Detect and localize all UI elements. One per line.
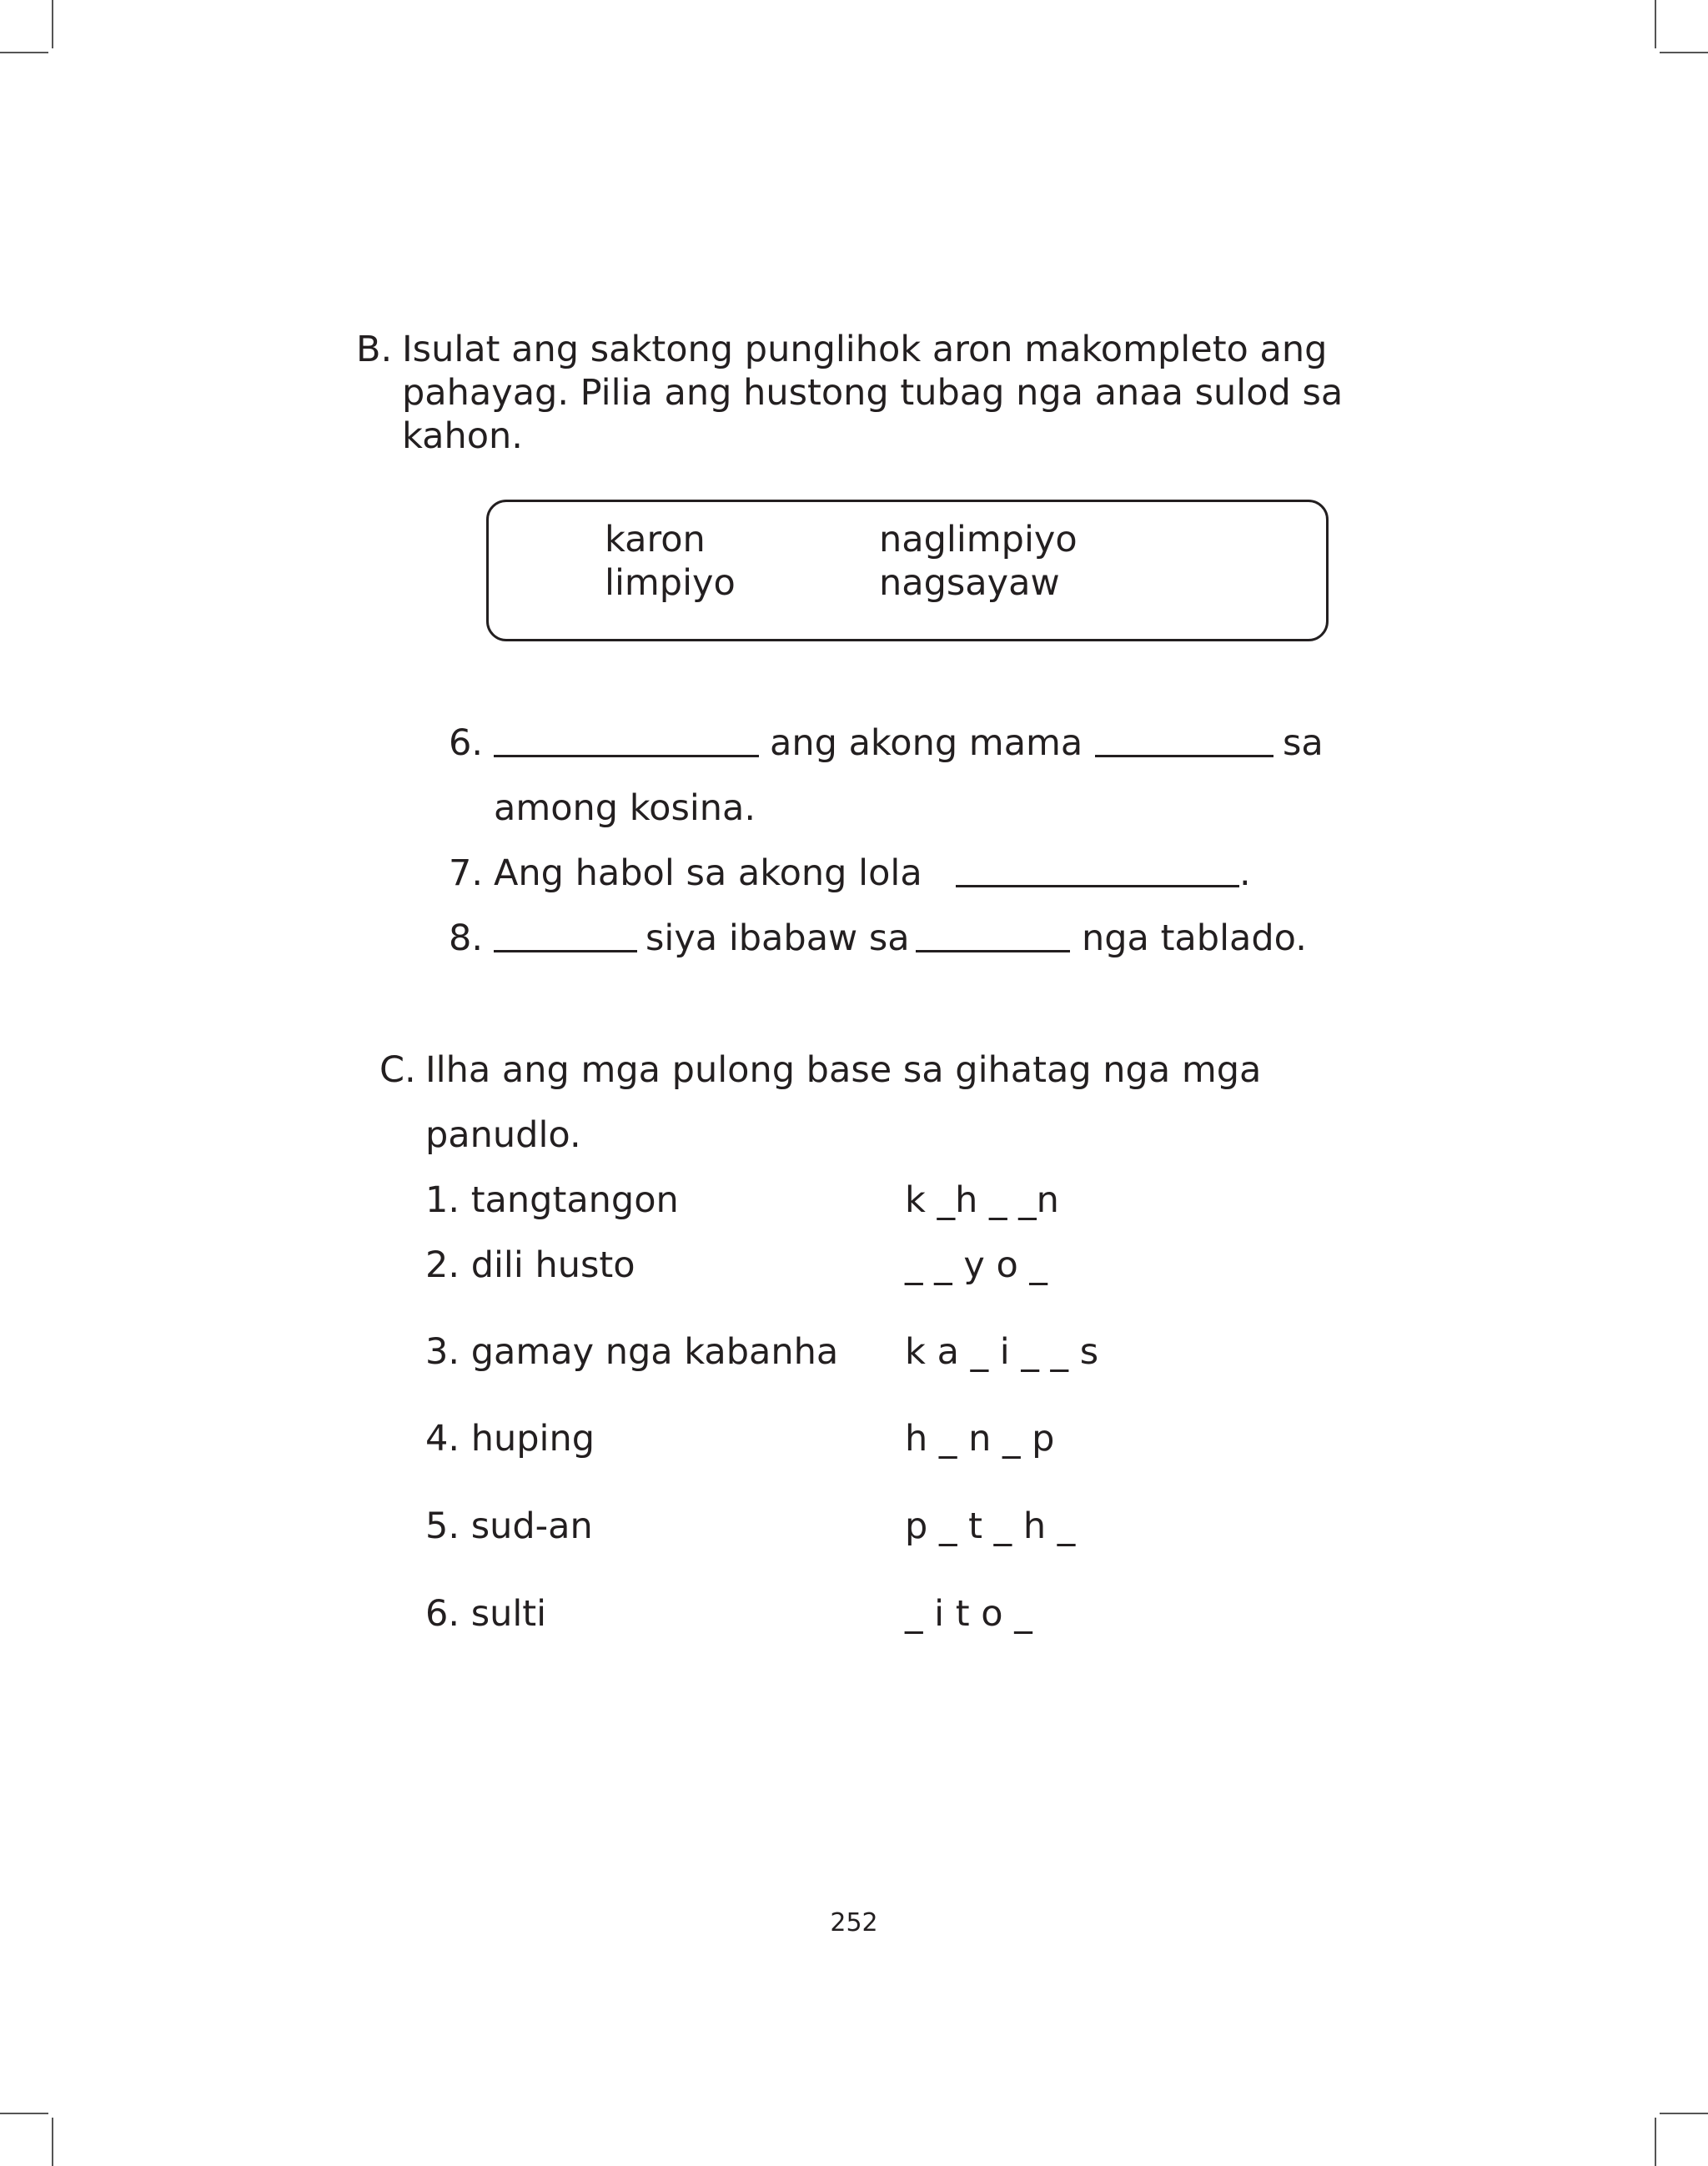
answer-pattern-3: k a _ i _ _ s (905, 1331, 1099, 1373)
section-b-instruction-line1: Isulat ang saktong punglihok aron makompleto ang (402, 329, 1328, 370)
crop-mark-bottom-left-h (0, 2113, 48, 2114)
item-8-blank-1[interactable] (494, 950, 637, 952)
item-7-number: 7. (449, 852, 484, 894)
item-6-blank-2[interactable] (1095, 755, 1273, 757)
item-8-blank-2[interactable] (916, 950, 1070, 952)
crop-mark-top-right-v (1655, 0, 1656, 48)
item-6-number: 6. (449, 722, 484, 764)
item-7-text: Ang habol sa akong lola (494, 852, 922, 894)
clue-5: 5. sud-an (425, 1505, 593, 1547)
crop-mark-top-left-v (52, 0, 53, 48)
answer-pattern-2: _ _ y o _ (905, 1244, 1047, 1286)
section-c-instruction-line2: panudlo. (425, 1114, 581, 1156)
word-choice-nagsayaw: nagsayaw (879, 562, 1060, 604)
clue-6: 6. sulti (425, 1593, 547, 1635)
item-6-blank-1[interactable] (494, 755, 759, 757)
section-c-letter: C. (379, 1049, 416, 1091)
clue-3: 3. gamay nga kabanha (425, 1331, 839, 1373)
answer-pattern-6: _ i t o _ (905, 1593, 1032, 1635)
section-b-letter: B. (356, 329, 393, 370)
item-8-middle-text: siya ibabaw sa (646, 917, 910, 959)
item-8-number: 8. (449, 917, 484, 959)
section-b-instruction-line3: kahon. (402, 415, 523, 457)
crop-mark-top-left-h (0, 52, 48, 53)
clue-2: 2. dili husto (425, 1244, 635, 1286)
crop-mark-bottom-right-v (1655, 2118, 1656, 2166)
answer-pattern-4: h _ n _ p (905, 1418, 1055, 1460)
word-choice-naglimpiyo: naglimpiyo (879, 519, 1078, 560)
item-8-end-text: nga tablado. (1082, 917, 1307, 959)
crop-mark-bottom-left-v (52, 2118, 53, 2166)
word-choice-limpiyo: limpiyo (605, 562, 736, 604)
page-number: 252 (830, 1908, 878, 1937)
crop-mark-top-right-h (1660, 52, 1708, 53)
item-6-middle-text: ang akong mama (770, 722, 1083, 764)
crop-mark-bottom-right-h (1660, 2113, 1708, 2114)
item-6-line-2: among kosina. (494, 787, 756, 829)
item-7-end: . (1239, 852, 1251, 894)
item-7-blank[interactable] (956, 885, 1239, 887)
section-b-instruction-line2: pahayag. Pilia ang hustong tubag nga anaa sulod sa (402, 372, 1344, 414)
clue-4: 4. huping (425, 1418, 595, 1460)
word-choice-karon: karon (605, 519, 706, 560)
item-6-end-text: sa (1283, 722, 1324, 764)
clue-1: 1. tangtangon (425, 1179, 679, 1221)
answer-pattern-1: k _h _ _n (905, 1179, 1059, 1221)
section-c-instruction-line1: Ilha ang mga pulong base sa gihatag nga mga (425, 1049, 1262, 1091)
answer-pattern-5: p _ t _ h _ (905, 1505, 1076, 1547)
